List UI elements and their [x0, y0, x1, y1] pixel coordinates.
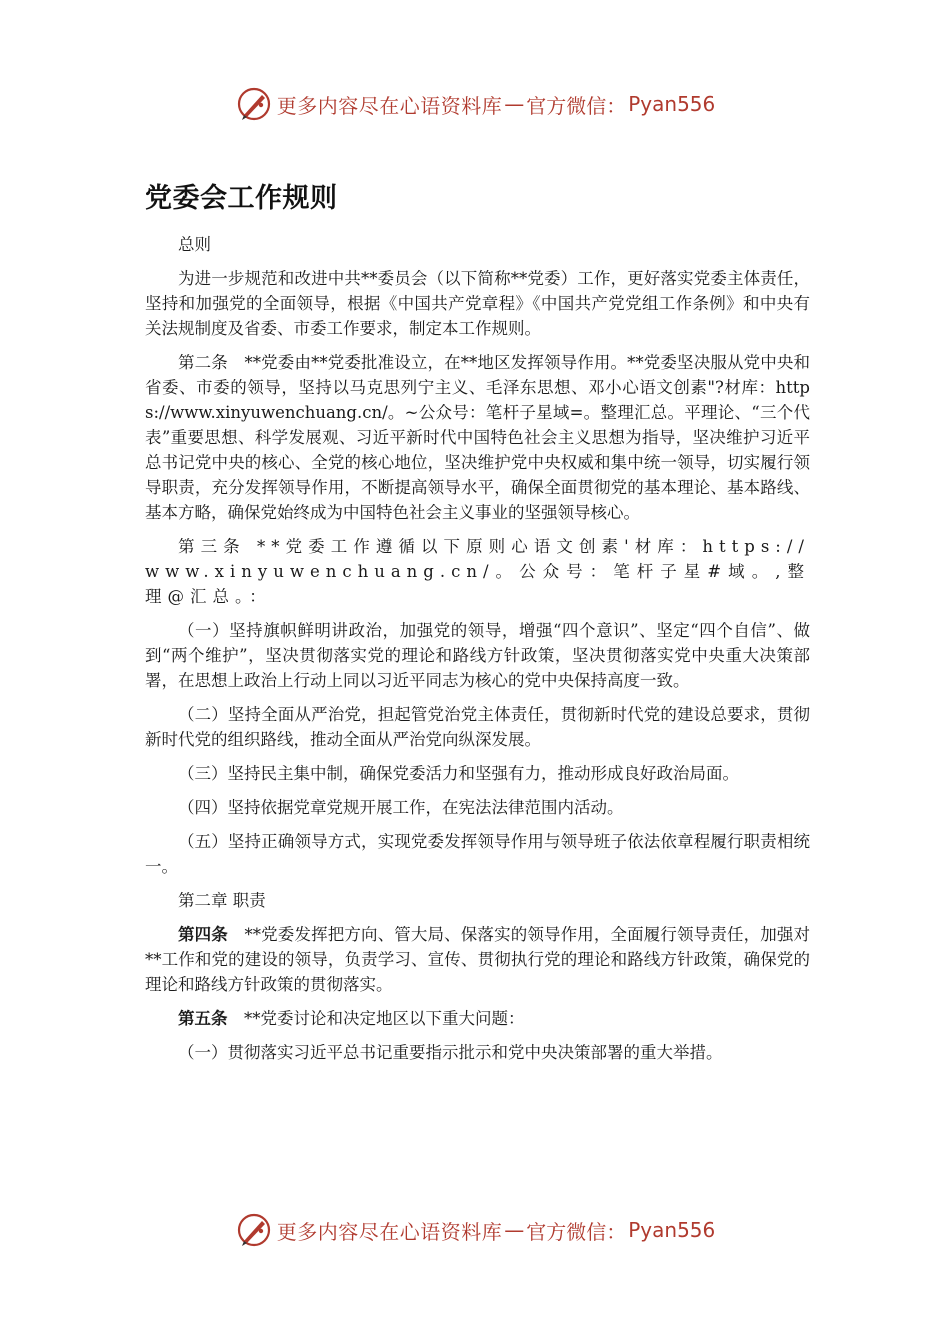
paragraph-text: 第三条 **党委工作遵循以下原则心语文创素'材库：https://www.xinyuwenchuang.cn/。公众号：笔杆子星#域。,整理@汇总。： [145, 537, 810, 606]
banner-wechat-label: 官方微信： [526, 1219, 627, 1244]
paragraph [145, 829, 810, 879]
banner-dash: — [504, 1218, 525, 1242]
document-title: 党委会工作规则 [145, 183, 338, 214]
paragraph [145, 761, 810, 786]
paragraph-text: （五）坚持正确领导方式，实现党委发挥领导作用与领导班子依法依章程履行职责相统一。 [145, 832, 810, 876]
footer-watermark-banner [0, 1210, 950, 1250]
pen-logo-icon [235, 1211, 273, 1249]
paragraph-text: （一）坚持旗帜鲜明讲政治，加强党的领导，增强“四个意识”、坚定“四个自信”、做到“两个维护”，坚决贯彻落实党的理论和路线方针政策，坚决贯彻落实党中央重大决策部署，在思想上政治上行动上同以习近平同志为核心的党中央保持高度一致。 [145, 621, 810, 690]
paragraph [145, 350, 810, 525]
article-lead: 第四条 [178, 925, 228, 944]
header-watermark-banner [0, 84, 950, 124]
paragraph [145, 232, 810, 257]
paragraph [145, 266, 810, 341]
paragraph-text: 第二章 职责 [178, 891, 266, 910]
paragraph [145, 534, 810, 609]
paragraph-text: **党委讨论和决定地区以下重大问题： [227, 1009, 525, 1028]
paragraph-text: **党委发挥把方向、管大局、保落实的领导作用，全面履行领导责任，加强对**工作和党的建设的领导，负责学习、宣传、贯彻执行党的理论和路线方针政策，确保党的理论和路线方针政策的贯彻落实。 [145, 925, 811, 994]
banner-dash: — [504, 92, 525, 116]
pen-logo-icon [235, 85, 273, 123]
paragraph [145, 1006, 810, 1031]
article-lead: 第五条 [178, 1009, 228, 1028]
banner-wechat-id: Pyan556 [628, 92, 716, 116]
paragraph [145, 702, 810, 752]
paragraph-text: 为进一步规范和改进中共**委员会（以下简称**党委）工作，更好落实党委主体责任，坚持和加强党的全面领导，根据《中国共产党章程》《中国共产党党组工作条例》和中央有关法规制度及省委、市委工作要求，制定本工作规则。 [145, 269, 810, 338]
paragraph [145, 795, 810, 820]
chapter-heading [145, 888, 810, 913]
paragraph [145, 1040, 810, 1065]
paragraph-text: （二）坚持全面从严治党，担起管党治党主体责任，贯彻新时代党的建设总要求，贯彻新时代党的组织路线，推动全面从严治党向纵深发展。 [145, 705, 810, 749]
paragraph-text: （四）坚持依据党章党规开展工作，在宪法法律范围内活动。 [178, 798, 624, 817]
paragraph-text: （三）坚持民主集中制，确保党委活力和坚强有力，推动形成良好政治局面。 [178, 764, 739, 783]
banner-wechat-id: Pyan556 [628, 1218, 716, 1242]
paragraph [145, 618, 810, 693]
paragraph-text: 总则 [178, 235, 211, 254]
banner-text: 更多内容尽在心语资料库 [276, 1219, 503, 1244]
banner-wechat-label: 官方微信： [526, 93, 627, 118]
document-body [145, 232, 810, 1074]
paragraph-text: （一）贯彻落实习近平总书记重要指示批示和党中央决策部署的重大举措。 [178, 1043, 723, 1062]
banner-text: 更多内容尽在心语资料库 [276, 93, 503, 118]
paragraph [145, 922, 810, 997]
paragraph-text: 第二条 **党委由**党委批准设立，在**地区发挥领导作用。**党委坚决服从党中央和省委、市委的领导，坚持以马克思列宁主义、毛泽东思想、邓小心语文创素"?材库：https://www.xinyuwenchuang.cn/。~公众号：笔杆子星域=。整理汇总。平理论、“三个代表”重要思想、科学发展观、习近平新时代中国特色社会主义思想为指导，坚决维护习近平总书记党中央的核心、全党的核心地位，坚决维护党中央权威和集中统一领导，切实履行领导职责，充分发挥领导作用，不断提高领导水平，确保全面贯彻党的基本理论、基本路线、基本方略，确保党始终成为中国特色社会主义事业的坚强领导核心。 [145, 353, 810, 522]
